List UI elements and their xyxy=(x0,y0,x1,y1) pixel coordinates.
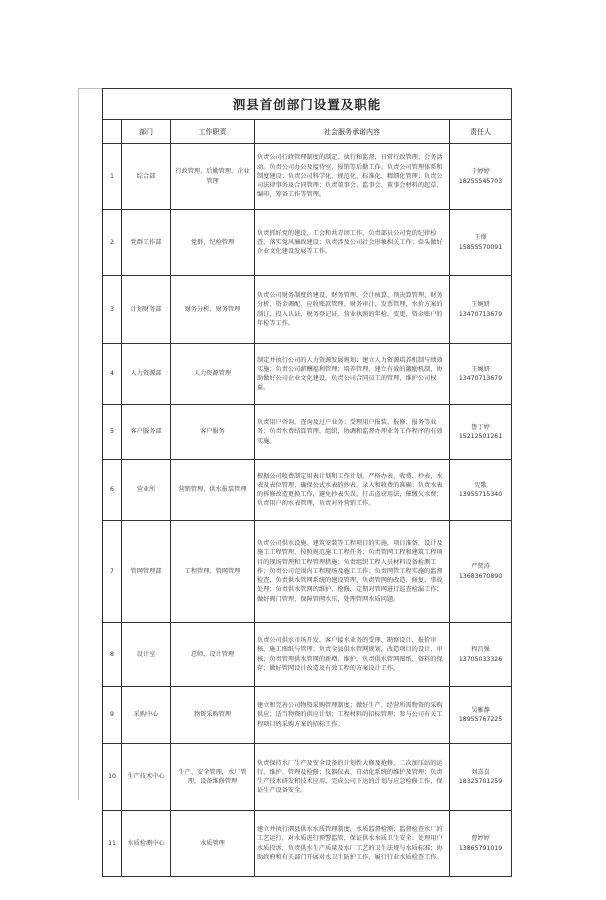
owner-phone: 18955767225 xyxy=(458,716,503,723)
table-row xyxy=(103,460,512,521)
owner-name: 宪歌 xyxy=(474,481,487,489)
table-row xyxy=(103,623,512,687)
header-content: 社会服务承诺内容 xyxy=(255,120,450,144)
row-index: 11 xyxy=(103,811,122,877)
table-row xyxy=(103,210,512,276)
table-row xyxy=(103,405,512,460)
row-department: 综合部 xyxy=(122,144,171,210)
owner-name: 曹婷婷 xyxy=(471,835,490,843)
row-index: 4 xyxy=(103,344,122,405)
owner-phone: 18325701259 xyxy=(458,778,503,785)
header-index xyxy=(103,120,122,144)
owner-phone: 15212501261 xyxy=(458,433,503,440)
table-row xyxy=(103,811,512,877)
row-duty: 生产、安全管理，水厂管理，设备维修管理 xyxy=(171,744,255,811)
row-owner xyxy=(450,687,512,744)
row-content: 根据公司收费制定用表计划和工作计划，严格办表，收费、抄表，水表及表位管理、确保公式水表的抄表、录入和收费的准确；负责水表的拆修改造更换工作，避免抄表失误，打击盗窃用法，催缴欠水费；负责用户的水表管理，负责对外营销工作。 xyxy=(255,460,450,521)
row-department: 设计室 xyxy=(122,623,171,687)
row-content: 建立和完善公司物资采购管理制度；做好生产、经营所需物资的采购供应；适当物资的供应计划；工程材料的招标管理；参与公司有关工程项目的采购方案的招标工作。 xyxy=(255,687,450,744)
row-owner xyxy=(450,521,512,623)
row-content: 负责保持水厂生产及安全设备的计划性大修及抢修，二次加压站的运行、维护、管理及检修；仪器仪表、自动化系统的维护及管理；负责生产技术研发和技术应用，完成公司下达的计划与应急检修工作，保证生产设备安全。 xyxy=(255,744,450,811)
owner-phone: 15855570091 xyxy=(458,243,503,251)
owner-name: 王婉妍 xyxy=(471,365,490,373)
row-index: 1 xyxy=(103,144,122,210)
owner-name: 鲁丁婷 xyxy=(471,423,490,431)
owner-name: 刘喜喜 xyxy=(471,768,490,776)
department-table xyxy=(102,88,512,877)
row-content: 负责用户咨询，查询及过户业务；受理用户报装、报修、报务等业务；负责水费结算管理、组织、协调和监督办理业务工作程序的有效实施。 xyxy=(255,405,450,460)
table-row xyxy=(103,344,512,405)
row-department: 计划财务部 xyxy=(122,276,171,344)
table-title: 泗县首创部门设置及职能 xyxy=(103,89,512,120)
row-department: 管网管理部 xyxy=(122,521,171,623)
row-index: 10 xyxy=(103,744,122,811)
row-owner xyxy=(450,460,512,521)
row-index: 3 xyxy=(103,276,122,344)
row-index: 7 xyxy=(103,521,122,623)
owner-name: 吴雅静 xyxy=(471,706,490,714)
left-edge-line xyxy=(78,88,79,800)
row-duty: 人力资源管理 xyxy=(171,344,255,405)
row-index: 8 xyxy=(103,623,122,687)
row-department: 采购中心 xyxy=(122,687,171,744)
owner-name: 于婷婷 xyxy=(471,168,490,176)
owner-name: 严贤涛 xyxy=(471,563,490,571)
table-row xyxy=(103,276,512,344)
owner-phone: 18255545703 xyxy=(458,177,503,185)
owner-phone: 13683670890 xyxy=(458,572,503,580)
row-duty: 物资采购管理 xyxy=(171,687,255,744)
row-department: 水质检测中心 xyxy=(122,811,171,877)
row-content: 负责公司财务制度的建设、财务管理、会计核算、预决算管理、财务分析、资金调配、应收账款管理、财务审计、发票管理，水价方案的制订，投入认证，税务登记证、营业执照的年检、变更，资金账户的年检等工作。 xyxy=(255,276,450,344)
title-row xyxy=(103,89,512,120)
top-edge-line xyxy=(78,88,102,89)
owner-phone: 13955715340 xyxy=(458,491,503,498)
row-content: 负责公司供水市场开发、客户接水业务的受理、勘察设计、报价审核，施工图纸与管理；负责全县供水管网规划，改造项目的设计、审核；负责管理供水管网的新增、维护，负责供水管网图纸、资料的保存；做好管网设计改造及有效工程的方案设计工作。 xyxy=(255,623,450,687)
owner-phone: 13705033326 xyxy=(458,655,503,663)
header-row xyxy=(103,120,512,144)
row-owner xyxy=(450,744,512,811)
row-owner xyxy=(450,344,512,405)
row-content: 负责公司供水设施、建筑安装等工程项目的实施，项目准备，设计及施工工程管理，按照规范施工工程任务；负责管网工程和建筑工程项目的现场管理和工程管理措施；负责组织工程人员材料设备检测工作；负责公司范围内工程现场及施工工作；负责网管工程实施的监督检查，负责供水管网系统的建设管理，负责管网的改造、修复、事故处理；负责供水管网的维护、抢修、定期对管网进行巡查检漏工作；做好阀门管理，保障管网水压，处理管网水质问题。 xyxy=(255,521,450,623)
table-row xyxy=(103,144,512,210)
table-row xyxy=(103,687,512,744)
row-duty: 工程管理、管网管理 xyxy=(171,521,255,623)
row-owner xyxy=(450,210,512,276)
row-owner xyxy=(450,811,512,877)
owner-name: 王憬 xyxy=(474,234,487,242)
row-department: 党群工作部 xyxy=(122,210,171,276)
row-duty: 客户服务 xyxy=(171,405,255,460)
row-content: 负责抓好党的建设、工会和共青团工作，负责部员公司党的纪律检查，落实党风廉政建设；负责涉及公司社会形象相关工作；牵头做好企业文化建设发展等工作。 xyxy=(255,210,450,276)
owner-phone: 13470713679 xyxy=(458,310,503,318)
row-department: 人力资源部 xyxy=(122,344,171,405)
row-duty: 总师、设计管理 xyxy=(171,623,255,687)
row-owner xyxy=(450,276,512,344)
row-owner xyxy=(450,623,512,687)
owner-phone: 13470713679 xyxy=(458,375,503,382)
row-content: 建立并执行泗县供水水质管理制度，水质监督检测；监督检查水厂的工艺运行，对水质进行预警监管，保证供水水质卫生安全；处理用户水质投诉，负责供水生产质量及水厂工艺的卫生法规与水质标准；协助政府和有关部门开展对水卫生防护工作，履行行业水质检查工作。 xyxy=(255,811,450,877)
row-duty: 党群、纪检管理 xyxy=(171,210,255,276)
table-row xyxy=(103,744,512,811)
department-table-sheet xyxy=(102,88,511,877)
row-index: 9 xyxy=(103,687,122,744)
header-department: 部门 xyxy=(122,120,171,144)
row-department: 营业所 xyxy=(122,460,171,521)
row-department: 客户服务部 xyxy=(122,405,171,460)
row-index: 5 xyxy=(103,405,122,460)
row-owner xyxy=(450,144,512,210)
row-duty: 水质管理 xyxy=(171,811,255,877)
row-content: 制定并执行公司的人力资源发展规划；建立人力资源培养机制与绩效实施；负责公司薪酬福利管理；培养管理、建立有效的激励机制，协助做好公司企业文化建设，负责公司合同员工的管理，维护公司权益。 xyxy=(255,344,450,405)
owner-name: 王婉妍 xyxy=(471,301,490,309)
table-row xyxy=(103,521,512,623)
owner-phone: 13865791019 xyxy=(458,844,503,852)
row-index: 2 xyxy=(103,210,122,276)
owner-name: 程昌强 xyxy=(471,646,490,654)
header-owner: 责任人 xyxy=(450,120,512,144)
row-duty: 行政管理、后勤管理、企业管理 xyxy=(171,144,255,210)
row-index: 6 xyxy=(103,460,122,521)
header-duty: 工作职责 xyxy=(171,120,255,144)
row-department: 生产技术中心 xyxy=(122,744,171,811)
row-owner xyxy=(450,405,512,460)
row-content: 负责公司行政管理制度的制定、执行和监督，日常行政管理、会务活动。负责公司办公及接待室、报销等后勤工作。负责公司管理体系和制度建设；负责公司科学化、规范化、标准化、精细化管理；负责公司法律事务及合同管理；负责董事会、监事会、董事会材料的起草、编印，筹备工作等管理。 xyxy=(255,144,450,210)
row-duty: 财务分析、财务管理 xyxy=(171,276,255,344)
row-duty: 营销管理、供水报装管理 xyxy=(171,460,255,521)
